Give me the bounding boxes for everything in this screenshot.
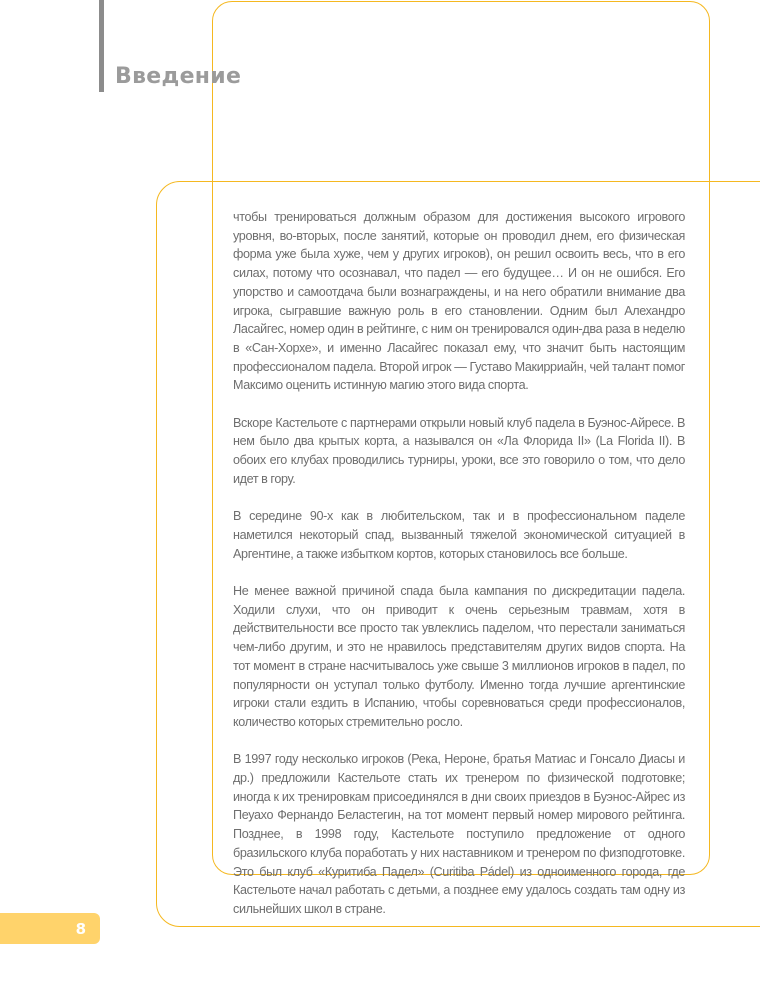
- paragraph: В 1997 году несколько игроков (Река, Нероне, братья Матиас и Гонсало Диасы и др.) предложили Кастельоте стать их тренером по физической подготовке; иногда к их тренировкам присоединялся в дни своих приездов в Буэнос-Айрес из Пеуахо Фернандо Беластегин, на тот момент первый номер мирового рейтинга. Позднее, в 1998 году, Кастельоте поступило предложение от одного бразильского клуба поработать у них наставником и тренером по физподготовке. Это был клуб «Куритиба Падел» (Curitiba Pádel) из одноименного города, где Кастельоте начал работать с детьми, а позднее ему удалось создать там одну из сильнейших школ в стране.: [233, 752, 685, 916]
- paragraph: В середине 90-х как в любительском, так и в профессиональном паделе наметился некоторый спад, вызванный тяжелой экономической ситуацией в Аргентине, а также избытком кортов, которых становилось все больше.: [233, 509, 685, 561]
- paragraph: Вскоре Кастельоте с партнерами открыли новый клуб падела в Буэнос-Айресе. В нем было два крытых корта, а назывался он «Ла Флорида II» (La Florida II). В обоих его клубах проводились турниры, уроки, все это говорило о том, что дело идет в гору.: [233, 415, 685, 486]
- paragraph: Не менее важной причиной спада была кампания по дискредитации падела. Ходили слухи, что он приводит к очень серьезным травмам, хотя в действительности все просто так увлеклись паделом, что перестали заниматься чем-либо другим, и это не нравилось представителям других видов спорта. На тот момент в стране насчитывалось уже свыше 3 миллионов игроков в падел, по популярности он уступал только футболу. Именно тогда лучшие аргентинские игроки стали ездить в Испанию, чтобы соревноваться среди профессионалов, количество которых стремительно росло.: [233, 584, 685, 729]
- body-text: [233, 208, 685, 919]
- section-heading: Введение: [115, 64, 242, 89]
- paragraph: чтобы тренироваться должным образом для достижения высокого игрового уровня, во-вторых, после занятий, которые он проводил днем, его физическая форма уже была хуже, чем у других игроков), он решил освоить весь, что в его силах, потому что осознавал, что падел — его будущее… И он не ошибся. Его упорство и самоотдача были вознаграждены, и на него обратили внимание два игрока, сыгравшие важную роль в его становлении. Одним был Алехандро Ласайгес, номер один в рейтинге, с ним он тренировался один-два раза в неделю в «Сан-Хорхе», и именно Ласайгес показал ему, что значит быть настоящим профессионалом падела. Второй игрок — Густаво Макирриайн, чей талант помог Максимо оценить истинную магию этого вида спорта.: [233, 210, 685, 393]
- page-number-tab: [0, 913, 100, 944]
- page-number: 8: [75, 919, 86, 938]
- heading-accent-bar: [99, 0, 104, 92]
